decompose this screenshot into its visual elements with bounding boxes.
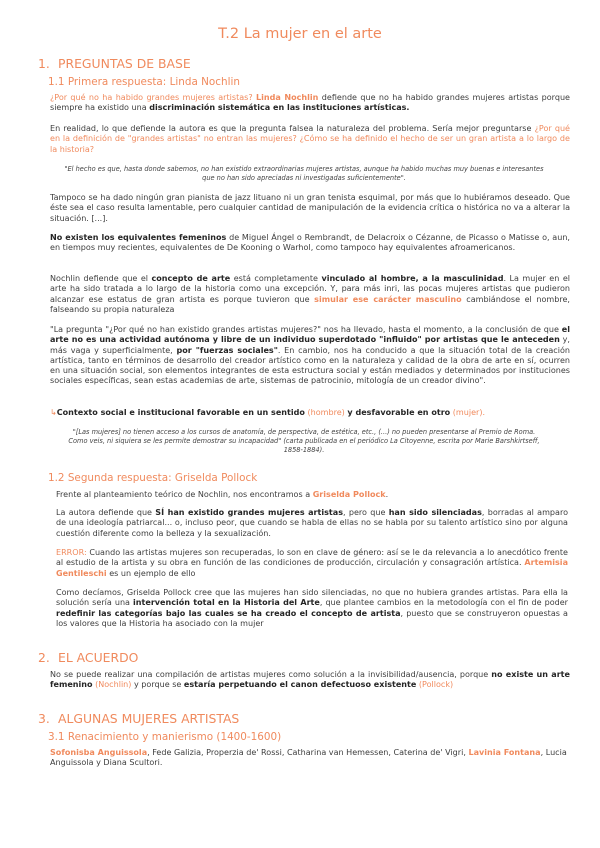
text-run: , borradas al amparo de una ideología patriarcal... o, incluso peor, que cuando se habla de ellas no se habla por su talento artístico sino por alguna cuestión diferente como la belleza y la sexualización. <box>56 508 569 538</box>
paragraph <box>50 124 570 155</box>
text-run: . <box>385 490 389 499</box>
bold-text: no existe un arte femenino <box>50 670 570 690</box>
section-title: ALGUNAS MUJERES ARTISTAS <box>58 711 240 726</box>
text-run: No se puede realizar una compilación de artistas mujeres como solución a la invisibilidad/ausencia, porque <box>50 670 492 679</box>
text-run: . La mujer en el arte ha sido tratada a lo largo de la historia como una excepción. Y, para más inri, las pocas mujeres artistas que pudieron alcanzar ese estatus de gran artista es porque tuvieron que <box>50 274 571 304</box>
bold-text: intervención total en la Historia del Arte <box>133 598 320 608</box>
paragraph <box>50 274 570 315</box>
subsection-heading-nochlin: 1.1 Primera respuesta: Linda Nochlin <box>48 76 240 88</box>
bold-text: concepto de arte <box>151 274 231 283</box>
paragraph: Tampoco se ha dado ningún gran pianista de jazz lituano ni un gran tenista esquimal, por más que lo hubiéramos deseado. Que éste sea el caso resulta lamentable, pero cualquier cantidad de manipulación de la evidencia crítica o histórica no va a alterar la situación. [...]. <box>50 193 570 223</box>
section-heading-acuerdo <box>38 650 138 665</box>
text-run: Frente al planteamiento teórico de Nochlin, nos encontramos a <box>56 490 313 499</box>
text-run: , pero que <box>343 508 389 517</box>
section-heading-mujeres-artistas <box>38 711 239 726</box>
bold-text: han sido silenciadas <box>388 508 482 517</box>
highlighted-text: (Pollock) <box>416 680 454 690</box>
paragraph <box>50 748 570 769</box>
block-quote: "[Las mujeres] no tienen acceso a los cursos de anatomía, de perspectiva, de estética, etc., (...) no pueden presentarse al Premio de Roma. Como veis, ni siquiera se les permite demostrar su incapacidad" (carta publicada en el periódico La Citoyenne, escrita por Marie Barshkirtseff, 1858-1884). <box>68 428 540 455</box>
text-run: En realidad, lo que defiende la autora es que la pregunta falsea la naturaleza del problema. Sería mejor preguntarse <box>50 124 535 133</box>
error-label: ERROR: <box>56 548 87 557</box>
author-name: Griselda Pollock <box>312 490 386 499</box>
text-run: cambiándose el nombre, falseando su propia naturaleza <box>50 294 570 314</box>
text-run: , Lucia Anguissola y Diana Scultori. <box>50 748 567 768</box>
text-run: está completamente <box>230 274 322 283</box>
text-run: de Miguel Ángel o Rembrandt, de Delacroix o Cézanne, de Picasso o Matisse o, aun, en tiempos muy recientes, equivalentes de De Kooning o Warhol, como tampoco hay equivalentes afroamericanos. <box>50 233 570 253</box>
paragraph <box>56 490 568 500</box>
highlighted-text: (Nochlin) <box>92 680 132 690</box>
paragraph <box>56 588 568 629</box>
bold-text: y desfavorable en otro <box>347 408 451 417</box>
paragraph <box>50 233 570 254</box>
highlighted-question: ¿Por qué no ha habido grandes mujeres artistas? <box>50 93 253 102</box>
artist-name: Sofonisba Anguissola <box>50 748 148 757</box>
highlighted-text: (hombre) <box>307 408 345 417</box>
text-run: , puesto que se construyeron opuestas a los valores que la Historia ha asociado con la mujer <box>56 608 568 628</box>
bold-text: discriminación sistemática en las instituciones artísticas. <box>149 103 410 113</box>
bold-text: el arte no es una actividad autónoma y libre de un individuo superdotado "influido" por artistas que le anteceden <box>50 325 570 345</box>
text-run: . En cambio, nos ha conducido a que la situación total de la creación artística, tanto en términos de desarrollo del creador artístico como en la naturaleza y calidad de la obra de arte en sí, ocurren en una situación social, son elementos integrantes de esta estructura social y están mediados y determinados por instituciones sociales específicas, sean estas academias de arte, sistemas de patrocinio, mitología de un creador divino". <box>50 345 570 386</box>
text-run: , que plantee cambios en la metodología con el fin de poder <box>319 598 568 608</box>
section-title: PREGUNTAS DE BASE <box>58 56 191 71</box>
block-quote: "El hecho es que, hasta donde sabemos, no han existido extraordinarias mujeres artistas, aunque ha habido muchas muy buenas e interesantes que no han sido apreciadas ni investigadas suficientemente". <box>64 165 544 183</box>
section-number: 1. <box>38 56 50 71</box>
bold-text: estaría perpetuando el canon defectuoso existente <box>183 680 417 690</box>
bold-text: redefinir las categorías bajo las cuales se ha creado el concepto de artista <box>56 608 401 618</box>
text-run: "La pregunta "¿Por qué no han existido grandes artistas mujeres?" nos ha llevado, hasta el momento, a la conclusión de que <box>50 325 562 334</box>
text-run: , Fede Galizia, Properzia de' Rossi, Catharina van Hemessen, Caterina de' Vigri, <box>147 748 469 757</box>
highlighted-question: ¿Por qué en la definición de "grandes artistas" no entran las mujeres? ¿Cómo se ha definido el hecho de ser un gran artista a lo largo de la historia? <box>50 124 570 154</box>
subsection-heading-renacimiento: 3.1 Renacimiento y manierismo (1400-1600) <box>48 731 282 743</box>
text-run: Nochlin defiende que el <box>50 274 152 283</box>
arrow-icon: ↳ <box>50 408 57 417</box>
paragraph <box>56 508 568 539</box>
paragraph <box>50 670 570 691</box>
bold-text: por "fuerzas sociales" <box>176 345 278 355</box>
author-name: Linda Nochlin <box>256 93 319 102</box>
paragraph <box>56 548 568 579</box>
subsection-heading-pollock: 1.2 Segunda respuesta: Griselda Pollock <box>48 472 258 484</box>
paragraph <box>50 408 590 418</box>
section-title: EL ACUERDO <box>58 650 139 665</box>
text-run: y, más vaga y superficialmente, <box>50 335 570 355</box>
text-run: Cuando las artistas mujeres son recuperadas, lo son en clave de género: así se le da relevancia a lo anecdótico frente al estudio de la artista y su obra en función de las condiciones de producción, circulación y consagración artística. <box>56 548 568 568</box>
bold-text: No existen los equivalentes femeninos <box>50 233 227 242</box>
text-run: es un ejemplo de ello <box>106 568 196 578</box>
paragraph <box>50 325 570 387</box>
artist-name: Artemisia Gentileschi <box>56 558 568 578</box>
highlighted-text: (mujer). <box>452 408 486 417</box>
document-title: T.2 La mujer en el arte <box>218 26 382 42</box>
bold-text: Contexto social e institucional favorable en un sentido <box>56 408 305 417</box>
bold-text: SÍ han existido grandes mujeres artistas <box>155 508 343 517</box>
text-run: y porque se <box>131 680 184 690</box>
text-run: defiende que no ha habido grandes mujeres artistas porque siempre ha existido una <box>50 93 571 113</box>
section-number: 3. <box>38 711 50 726</box>
paragraph <box>50 93 570 114</box>
section-heading-preguntas <box>38 56 191 71</box>
bold-text: vinculado al hombre, a la masculinidad <box>321 274 504 283</box>
artist-name: Lavinia Fontana <box>468 748 541 757</box>
text-run: Como decíamos, Griselda Pollock cree que las mujeres han sido silenciadas, no que no hubiera grandes artistas. Para ella la solución sería una <box>56 588 568 608</box>
text-run: La autora defiende que <box>56 508 156 517</box>
section-number: 2. <box>38 650 50 665</box>
highlighted-bold: simular ese carácter masculino <box>314 294 462 304</box>
